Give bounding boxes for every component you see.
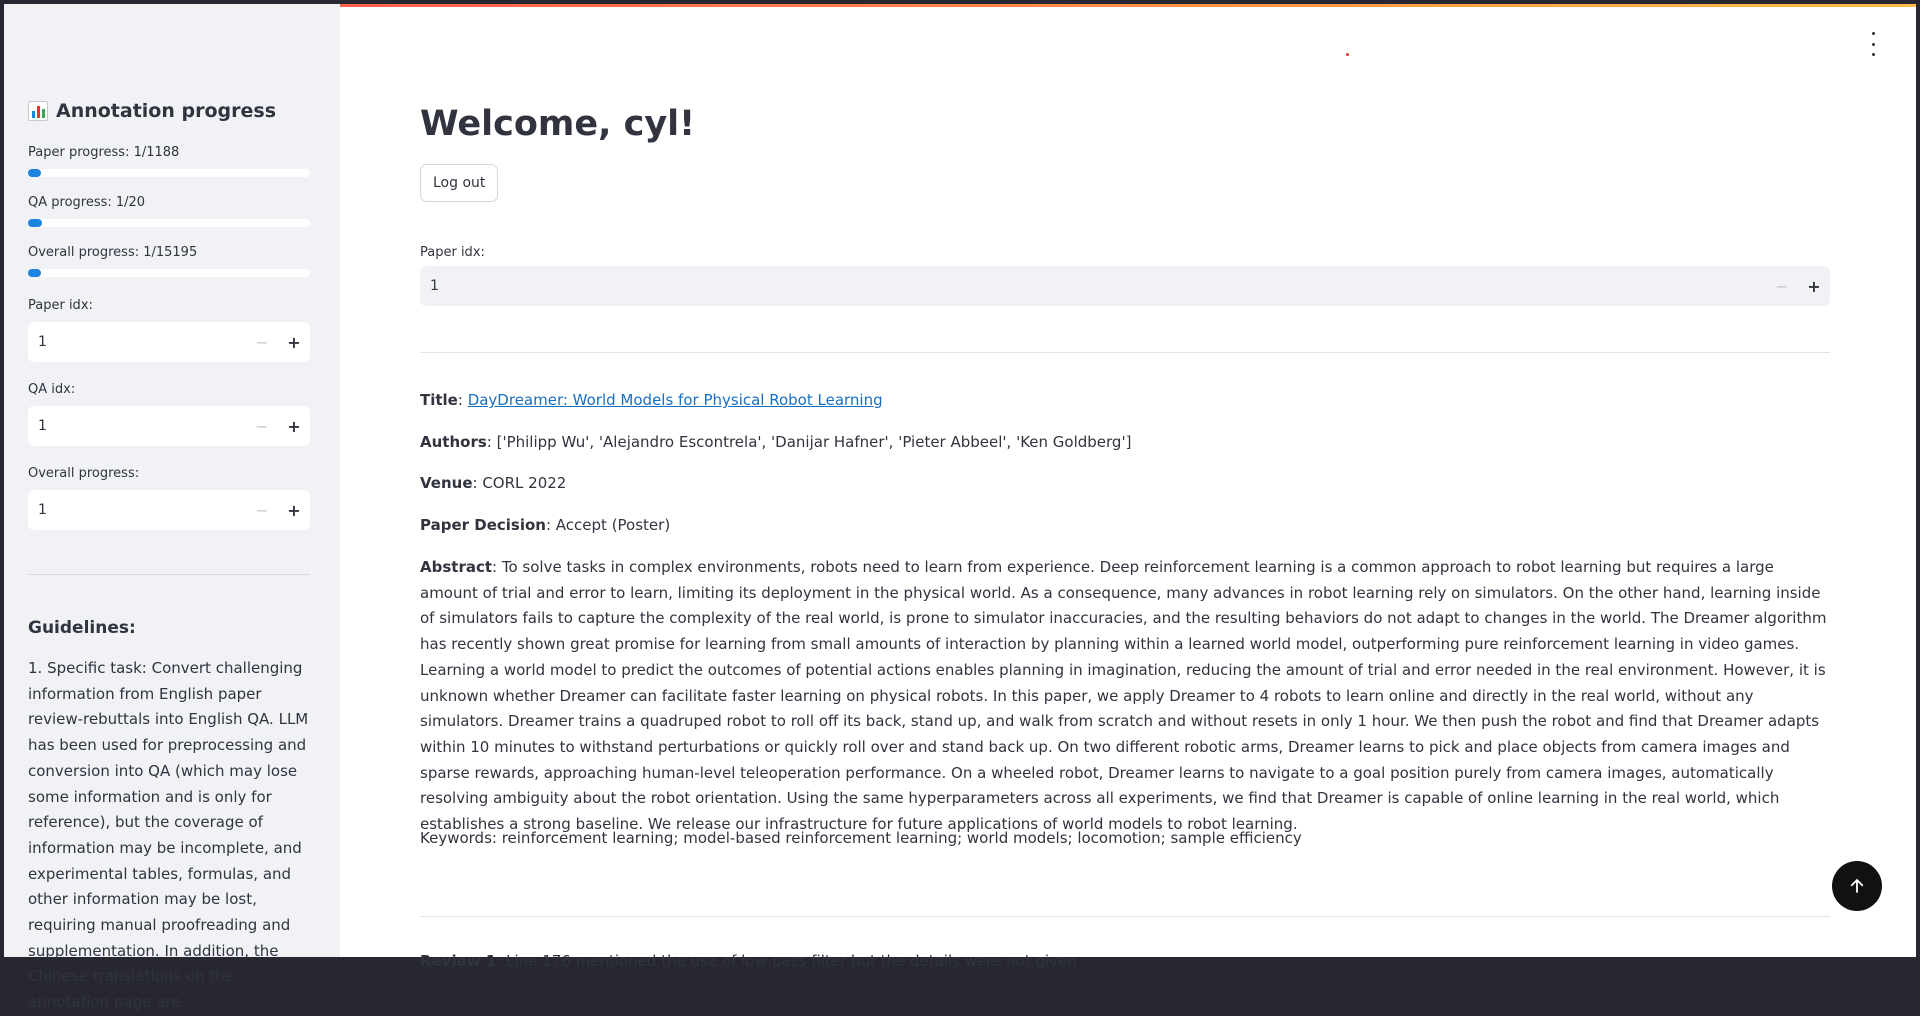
sidebar-overall-increment-button[interactable]: + — [287, 500, 301, 520]
decision-value: Accept (Poster) — [555, 516, 671, 534]
venue-row: Venue: CORL 2022 — [420, 474, 567, 492]
sidebar-paper-idx-input[interactable]: 1 — [38, 334, 47, 350]
guidelines-text: 1. Specific task: Convert challenging information from English paper review-rebuttals into English QA. LLM has been used for preprocessing and conversion into QA (which may lose some information and is only for reference), but the coverage of information may be incomplete, and experimental tables, formulas, and other information may be lost, requiring manual proofreading and supplementation. In addition, the Chinese translations on the annotation page are — [28, 659, 309, 1012]
sidebar-qa-idx-input[interactable]: 1 — [38, 418, 47, 434]
overall-progress-fill — [28, 269, 41, 277]
qa-progress-bar — [28, 219, 310, 227]
decision-row: Paper Decision: Accept (Poster) — [420, 516, 671, 534]
app-window — [4, 4, 1916, 1012]
guidelines-title: Guidelines: — [28, 618, 136, 638]
review-label: Review 1 — [420, 952, 497, 970]
sidebar-title — [28, 100, 276, 122]
abstract-label: Abstract — [420, 558, 493, 576]
divider-bottom — [420, 916, 1830, 917]
paper-title-row: Title: DayDreamer: World Models for Physical Robot Learning — [420, 391, 883, 409]
qa-progress-fill — [28, 219, 42, 227]
sidebar-overall-input-label: Overall progress: — [28, 466, 140, 481]
more-vertical-icon[interactable] — [1866, 32, 1880, 56]
paper-idx-input[interactable]: 1 — [430, 278, 439, 294]
review-row: Review 1: Line 176 mentioned the use of low-pass filter but the details were not given — [420, 952, 1077, 970]
sidebar-qa-idx-increment-button[interactable]: + — [287, 416, 301, 436]
sidebar-paper-idx-increment-button[interactable]: + — [287, 332, 301, 352]
paper-progress-fill — [28, 169, 41, 177]
abstract-value: To solve tasks in complex environments, robots need to learn from experience. Deep reinforcement learning is a common approach to robot learning but requires a large amount of trial and error to learn, limiting its deployment in the physical world. As a consequence, many advances in robot learning rely on simulators. On the other hand, learning inside of simulators fails to capture the complexity of the real world, is prone to simulator inaccuracies, and the resulting behaviors do not adapt to changes in the world. The Dreamer algorithm has recently shown great promise for learning from small amounts of interaction by planning within a learned world model, outperforming pure reinforcement learning in video games. Learning a world model to predict the outcomes of potential actions enables planning in imagination, reducing the amount of trial and error needed in the real environment. However, it is unknown whether Dreamer can facilitate faster learning on physical robots. In this paper, we apply Dreamer to 4 robots to learn online and directly in the real world, without any simulators. Dreamer trains a quadruped robot to roll off its back, stand up, and walk from scratch and without resets in only 1 hour. We then push the robot and find that Dreamer adapts within 10 minutes to withstand perturbations or quickly roll over and stand back up. On two different robotic arms, Dreamer learns to pick and place objects from camera images and sparse rewards, approaching human-level teleoperation performance. On a wheeled robot, Dreamer learns to navigate to a goal position purely from camera images, automatically resolving ambiguity about the robot orientation. Using the same hyperparameters across all experiments, we find that Dreamer is capable of online learning in the real world, which establishes a strong baseline. We release our infrastructure for future applications of world models to robot learning. — [420, 558, 1827, 834]
paper-idx-decrement-button[interactable]: − — [1775, 276, 1789, 296]
scroll-to-top-button[interactable] — [1832, 861, 1882, 911]
keywords-row: Keywords: reinforcement learning; model-based reinforcement learning; world models; locomotion; sample efficiency — [420, 829, 1302, 847]
authors-label: Authors — [420, 433, 487, 451]
paper-title-link[interactable]: DayDreamer: World Models for Physical Robot Learning — [467, 391, 883, 409]
overall-progress-bar — [28, 269, 310, 277]
abstract-row: Abstract: To solve tasks in complex environments, robots need to learn from experience. Deep reinforcement learning is a common approach to robot learning but requires a large amount of trial and error to learn, limiting its deployment in the physical world. As a consequence, many advances in robot learning rely on simulators. On the other hand, learning inside of simulators fails to capture the complexity of the real world, is prone to simulator inaccuracies, and the resulting behaviors do not adapt to changes in the world. The Dreamer algorithm has recently shown great promise for learning from small amounts of interaction by planning within a learned world model, outperforming pure reinforcement learning in video games. Learning a world model to predict the outcomes of potential actions enables planning in imagination, reducing the amount of trial and error needed in the real environment. However, it is unknown whether Dreamer can facilitate faster learning on physical robots. In this paper, we apply Dreamer to 4 robots to learn online and directly in the real world, without any simulators. Dreamer trains a quadruped robot to roll off its back, stand up, and walk from scratch and without resets in only 1 hour. We then push the robot and find that Dreamer adapts within 10 minutes to withstand perturbations or quickly roll over and stand back up. On two different robotic arms, Dreamer learns to pick and place objects from camera images and sparse rewards, approaching human-level teleoperation performance. On a wheeled robot, Dreamer learns to navigate to a goal position purely from camera images, automatically resolving ambiguity about the robot orientation. Using the same hyperparameters across all experiments, we find that Dreamer is capable of online learning in the real world, which establishes a strong baseline. We release our infrastructure for future applications of world models to robot learning. — [420, 558, 1827, 834]
authors-row: Authors: ['Philipp Wu', 'Alejandro Escontrela', 'Danijar Hafner', 'Pieter Abbeel', 'Ken Goldberg'] — [420, 433, 1132, 451]
paper-idx-stepper — [420, 266, 1830, 306]
venue-label: Venue — [420, 474, 473, 492]
sidebar-overall-input[interactable]: 1 — [38, 502, 47, 518]
sidebar-qa-idx-label: QA idx: — [28, 382, 76, 397]
sidebar-paper-idx-label: Paper idx: — [28, 298, 93, 313]
paper-progress-bar — [28, 169, 310, 177]
sidebar-qa-idx-stepper — [28, 406, 310, 446]
venue-value: CORL 2022 — [482, 474, 567, 492]
sidebar-paper-idx-decrement-button[interactable]: − — [255, 332, 269, 352]
status-dot — [1346, 53, 1349, 56]
decision-label: Paper Decision — [420, 516, 546, 534]
title-label: Title — [420, 391, 458, 409]
review-value: Line 176 mentioned the use of low-pass filter but the details were not given — [506, 952, 1077, 970]
divider-top — [420, 352, 1830, 353]
sidebar-title-text: Annotation progress — [56, 100, 277, 122]
overall-progress-label: Overall progress: 1/15195 — [28, 245, 198, 260]
paper-idx-label: Paper idx: — [420, 245, 485, 260]
bar-chart-icon — [28, 101, 48, 121]
paper-idx-increment-button[interactable]: + — [1807, 276, 1821, 296]
page-title: Welcome, cyl! — [420, 104, 696, 144]
qa-progress-label: QA progress: 1/20 — [28, 195, 146, 210]
sidebar-divider — [28, 574, 310, 575]
authors-value: ['Philipp Wu', 'Alejandro Escontrela', 'Danijar Hafner', 'Pieter Abbeel', 'Ken Goldberg'] — [496, 433, 1132, 451]
main-area — [340, 4, 1916, 970]
sidebar-overall-decrement-button[interactable]: − — [255, 500, 269, 520]
logout-button[interactable]: Log out — [420, 164, 498, 202]
sidebar-overall-stepper — [28, 490, 310, 530]
sidebar — [4, 4, 340, 1012]
arrow-up-icon — [1848, 877, 1866, 895]
sidebar-paper-idx-stepper — [28, 322, 310, 362]
sidebar-qa-idx-decrement-button[interactable]: − — [255, 416, 269, 436]
paper-progress-label: Paper progress: 1/1188 — [28, 145, 180, 160]
